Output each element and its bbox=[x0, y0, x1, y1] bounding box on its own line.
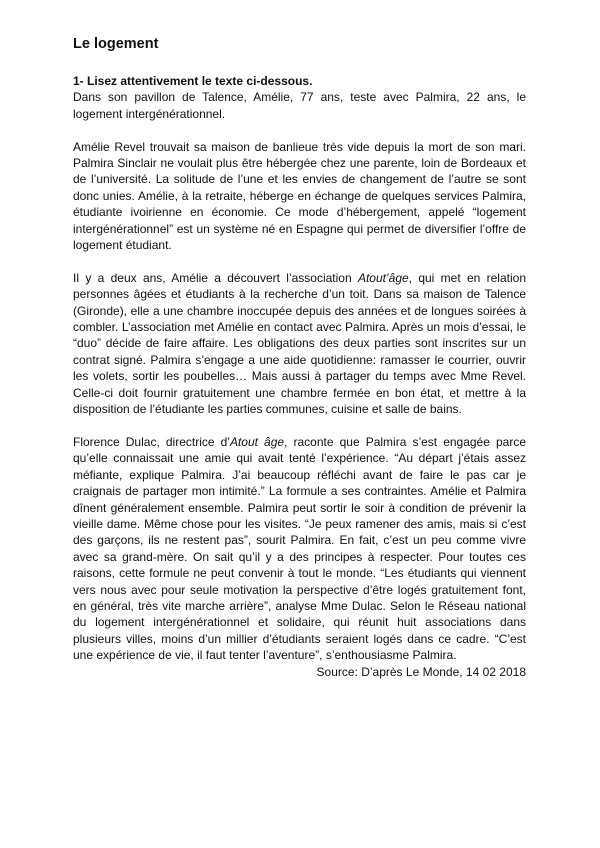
document-title: Le logement bbox=[73, 36, 159, 52]
paragraph-3-rest: , raconte que Palmira s’est engagée parce qu’elle connaissait une amie qui avait tenté l’expérience. “Au départ j’étais assez méfiante, explique Palmira. J’ai beaucoup réfléchi avant de faire le pas car je craignais de partager mon intimité.” La formule a ses contraintes. Amélie et Palmira dînent généralement ensemble. Palmira peut sortir le soir à condition de prévenir la vieille dame. Même chose pour les visites. “Je peux ramener des amis, mais si c’est des garçons, ils ne restent pas”, sourit Palmira. En fait, c’est un peu comme vivre avec sa grand-mère. On sait qu’il y a des principes à respecter. Pour toutes ces raisons, cette formule ne peut convenir à tout le monde. “Les étudiants qui viennent vers nous avec pour seule motivation la perspective d’être logés gratuitement font, en général, très vite marche arrière”, analyse Mme Dulac. Selon le Réseau national du logement intergénérationnel et solidaire, qui réunit huit associations dans plusieurs villes, moins d’un millier d’étudiants seraient logés dans ce cadre. “C’est une expérience de vie, il faut tenter l’aventure”, s’enthousiasme Palmira. bbox=[73, 434, 526, 663]
source-citation: Source: D’après Le Monde, 14 02 2018 bbox=[316, 664, 526, 679]
association-name: Atout’âge bbox=[357, 270, 409, 285]
paragraph-1: Amélie Revel trouvait sa maison de banlieue très vide depuis la mort de son mari. Palmira Sinclair ne voulait plus être hébergée chez une parente, loin de Bordeaux et de l’université. La solitude de l’une et les envies de changement de l’autre se sont donc unies. Amélie, à la retraite, héberge en échange de quelques services Palmira, étudiante ivoirienne en économie. Ce mode d’hébergement, appelé “logement intergénérationnel” est un système né en Espagne qui permet de diversifier l’offre de logement étudiant. bbox=[73, 139, 526, 253]
paragraph-3 bbox=[73, 434, 526, 664]
document-body bbox=[73, 73, 526, 680]
paragraph-2-rest: , qui met en relation personnes âgées et étudiants à la recherche d’un toit. Dans sa maison de Talence (Gironde), elle a une chambre inoccupée depuis des années et de longues soirées à combler. L’association met Amélie en contact avec Palmira. Après un mois d’essai, le “duo” décide de faire affaire. Les obligations des deux parties sont inscrites sur un contrat signé. Palmira s’engage a une aide quotidienne: ramasser le courrier, ouvrir les volets, sortir les poubelles… Mais aussi à partager du temps avec Mme Revel. Celle-ci doit fournir gratuitement une chambre fermée en bon état, et mettre à la disposition de l’étudiante les parties communes, cuisine et salle de bains. bbox=[73, 270, 526, 417]
intro-paragraph: Dans son pavillon de Talence, Amélie, 77 ans, teste avec Palmira, 22 ans, le logement intergénérationnel. bbox=[73, 90, 526, 121]
paragraph-2-start: Il y a deux ans, Amélie a découvert l’association bbox=[73, 270, 358, 285]
paragraph-2 bbox=[73, 270, 526, 418]
association-name-2: Atout âge bbox=[229, 434, 285, 449]
paragraph-3-start: Florence Dulac, directrice d’ bbox=[73, 434, 230, 449]
instruction-heading: 1- Lisez attentivement le texte ci-dessous. bbox=[73, 74, 313, 88]
